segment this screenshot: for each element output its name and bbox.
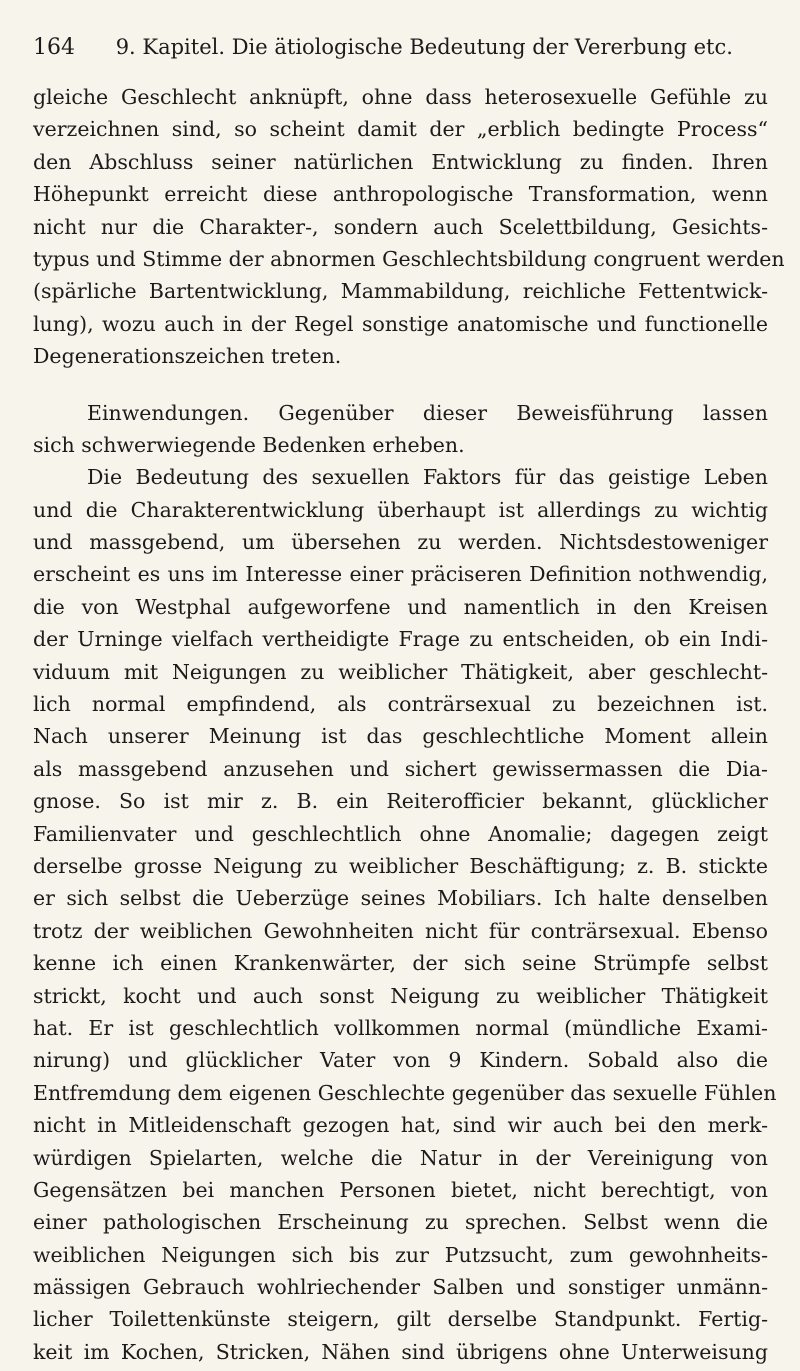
- text-line: derselbe grosse Neigung zu weiblicher Beschäftigung; z. B. stickte: [33, 853, 768, 878]
- text-line: trotz der weiblichen Gewohnheiten nicht für conträrsexual. Ebenso: [33, 918, 768, 943]
- page-header: [33, 30, 768, 64]
- text-line: Einwendungen. Gegenüber dieser Beweisführung lassen: [87, 400, 768, 425]
- text-line: Höhepunkt erreicht diese anthropologische Transformation, wenn: [33, 182, 768, 207]
- paragraph: [33, 397, 768, 462]
- text-line: viduum mit Neigungen zu weiblicher Thätigkeit, aber geschlecht-: [33, 659, 768, 684]
- text-line: gleiche Geschlecht anknüpft, ohne dass heterosexuelle Gefühle zu: [33, 85, 768, 109]
- text-line: den Abschluss seiner natürlichen Entwicklung zu finden. Ihren: [33, 149, 768, 174]
- paragraph-gap: [33, 373, 768, 397]
- text-line: Entfremdung dem eigenen Geschlechte gegenüber das sexuelle Fühlen: [33, 1080, 777, 1105]
- text-line: strickt, kocht und auch sonst Neigung zu weiblicher Thätigkeit: [33, 983, 768, 1008]
- text-line: Gegensätzen bei manchen Personen bietet, nicht berechtigt, von: [33, 1177, 768, 1202]
- paragraph: [33, 81, 785, 373]
- text-line: nicht in Mitleidenschaft gezogen hat, sind wir auch bei den merk-: [33, 1113, 768, 1138]
- text-line: verzeichnen sind, so scheint damit der „erblich bedingte Process“: [33, 117, 768, 142]
- body-text: [33, 81, 785, 1368]
- text-line: Die Bedeutung des sexuellen Faktors für das geistige Leben: [87, 465, 768, 490]
- text-line: kenne ich einen Krankenwärter, der sich seine Strümpfe selbst: [33, 951, 768, 976]
- text-line: als massgebend anzusehen und sichert gewissermassen die Dia-: [33, 756, 768, 781]
- text-line: weiblichen Neigungen sich bis zur Putzsucht, zum gewohnheits-: [33, 1242, 768, 1267]
- text-line: erscheint es uns im Interesse einer präciseren Definition nothwendig,: [33, 562, 768, 587]
- text-line: der Urninge vielfach vertheidigte Frage zu entscheiden, ob ein Indi-: [33, 627, 768, 652]
- text-line: sich schwerwiegende Bedenken erheben.: [33, 432, 465, 457]
- text-line: lung), wozu auch in der Regel sonstige anatomische und functionelle: [33, 311, 768, 336]
- text-line: und die Charakterentwicklung überhaupt ist allerdings zu wichtig: [33, 497, 768, 522]
- text-line: keit im Kochen, Stricken, Nähen sind übrigens ohne Unterweisung: [33, 1339, 768, 1364]
- running-title: 9. Kapitel. Die ätiologische Bedeutung der Vererbung etc.: [115, 35, 733, 59]
- text-line: er sich selbst die Ueberzüge seines Mobiliars. Ich halte denselben: [33, 886, 768, 911]
- text-line: Familienvater und geschlechtlich ohne Anomalie; dagegen zeigt: [33, 821, 768, 846]
- text-line: typus und Stimme der abnormen Geschlechtsbildung congruent werden: [33, 246, 785, 271]
- text-line: die von Westphal aufgeworfene und namentlich in den Kreisen: [33, 594, 768, 619]
- text-line: gnose. So ist mir z. B. ein Reiterofficier bekannt, glücklicher: [33, 789, 768, 814]
- text-line: nirung) und glücklicher Vater von 9 Kindern. Sobald also die: [33, 1048, 768, 1073]
- text-line: und massgebend, um übersehen zu werden. Nichtsdestoweniger: [33, 530, 768, 555]
- text-line: lich normal empfindend, als conträrsexual zu bezeichnen ist.: [33, 692, 768, 717]
- text-line: Degenerationszeichen treten.: [33, 344, 342, 369]
- paragraph: [33, 461, 777, 1368]
- text-line: nicht nur die Charakter-, sondern auch Scelettbildung, Gesichts-: [33, 214, 768, 239]
- text-line: mässigen Gebrauch wohlriechender Salben und sonstiger unmänn-: [33, 1275, 768, 1300]
- text-line: einer pathologischen Erscheinung zu sprechen. Selbst wenn die: [33, 1210, 768, 1235]
- text-line: würdigen Spielarten, welche die Natur in der Vereinigung von: [33, 1145, 768, 1170]
- page-number: 164: [33, 35, 75, 60]
- text-line: hat. Er ist geschlechtlich vollkommen normal (mündliche Exami-: [33, 1015, 768, 1040]
- text-line: Nach unserer Meinung ist das geschlechtliche Moment allein: [33, 724, 768, 749]
- text-line: licher Toilettenkünste steigern, gilt derselbe Standpunkt. Fertig-: [33, 1307, 768, 1332]
- text-line: (spärliche Bartentwicklung, Mammabildung, reichliche Fettentwick-: [33, 279, 768, 304]
